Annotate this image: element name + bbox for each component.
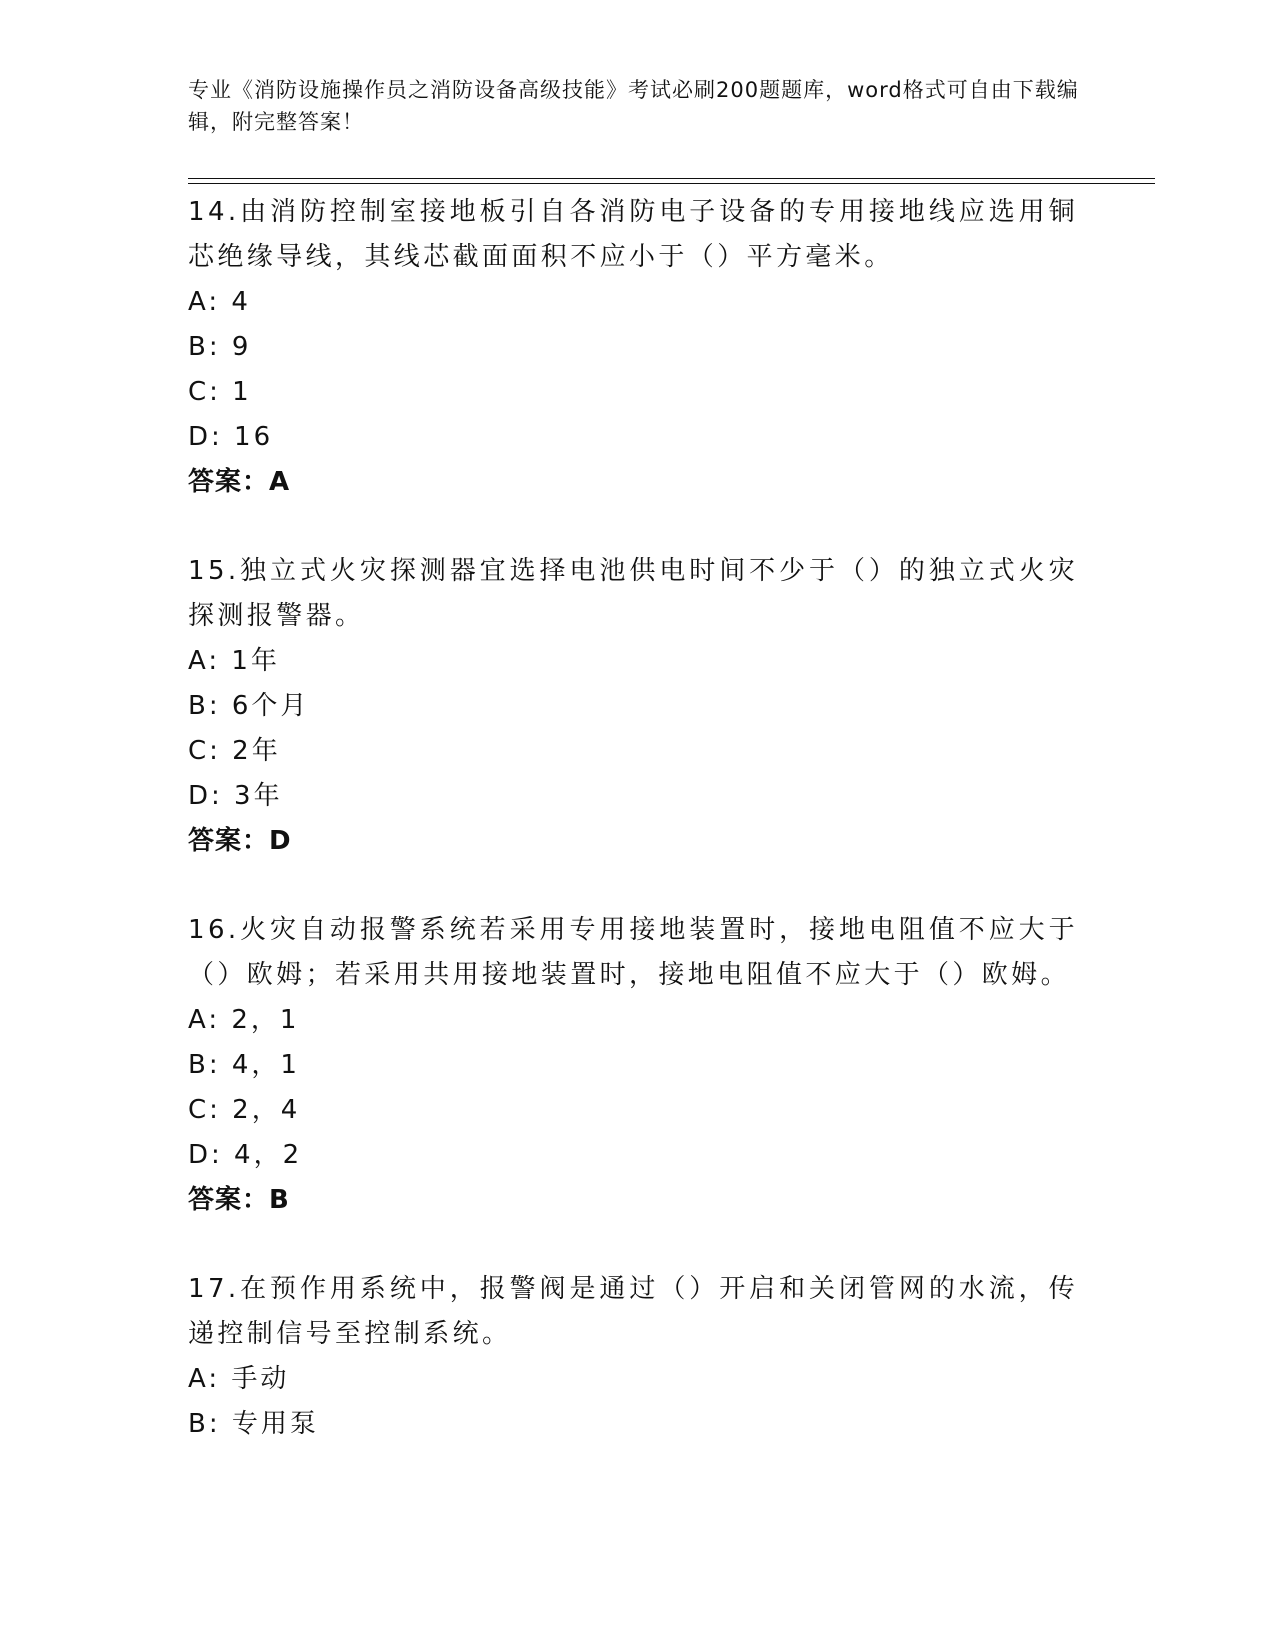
option-b: B: 4，1: [188, 1050, 300, 1080]
option-c: C: 2年: [188, 736, 281, 766]
question-15: [188, 549, 1078, 864]
option-d: D: 16: [188, 422, 274, 452]
question-16: [188, 908, 1078, 1223]
option-d: D: 4，2: [188, 1140, 303, 1170]
question-stem: 14.由消防控制室接地板引自各消防电子设备的专用接地线应选用铜芯绝缘导线，其线芯截面面积不应小于（）平方毫米。: [188, 197, 1078, 272]
question-17: [188, 1267, 1078, 1447]
option-c: C: 2，4: [188, 1095, 301, 1125]
option-a: A: 1年: [188, 646, 280, 676]
option-c: C: 1: [188, 377, 252, 407]
option-b: B: 6个月: [188, 691, 310, 721]
question-stem: 16.火灾自动报警系统若采用专用接地装置时，接地电阻值不应大于（）欧姆；若采用共用接地装置时，接地电阻值不应大于（）欧姆。: [188, 915, 1078, 990]
option-d: D: 3年: [188, 781, 283, 811]
header-rule-bottom: [188, 183, 1155, 184]
answer-line: 答案：B: [188, 1185, 290, 1215]
header-rule-top: [188, 178, 1155, 179]
option-b: B: 9: [188, 332, 252, 362]
answer-line: 答案：A: [188, 467, 291, 497]
question-list: [188, 190, 1078, 1491]
option-a: A: 2，1: [188, 1005, 300, 1035]
document-header: 专业《消防设施操作员之消防设备高级技能》考试必刷200题题库，word格式可自由下载编辑，附完整答案！: [188, 78, 1079, 134]
option-a: A: 4: [188, 287, 251, 317]
answer-line: 答案：D: [188, 826, 292, 856]
option-b: B: 专用泵: [188, 1409, 319, 1439]
question-stem: 15.独立式火灾探测器宜选择电池供电时间不少于（）的独立式火灾探测报警器。: [188, 556, 1078, 631]
option-a: A: 手动: [188, 1364, 290, 1394]
question-14: [188, 190, 1078, 505]
question-stem: 17.在预作用系统中，报警阀是通过（）开启和关闭管网的水流，传递控制信号至控制系统。: [188, 1274, 1078, 1349]
